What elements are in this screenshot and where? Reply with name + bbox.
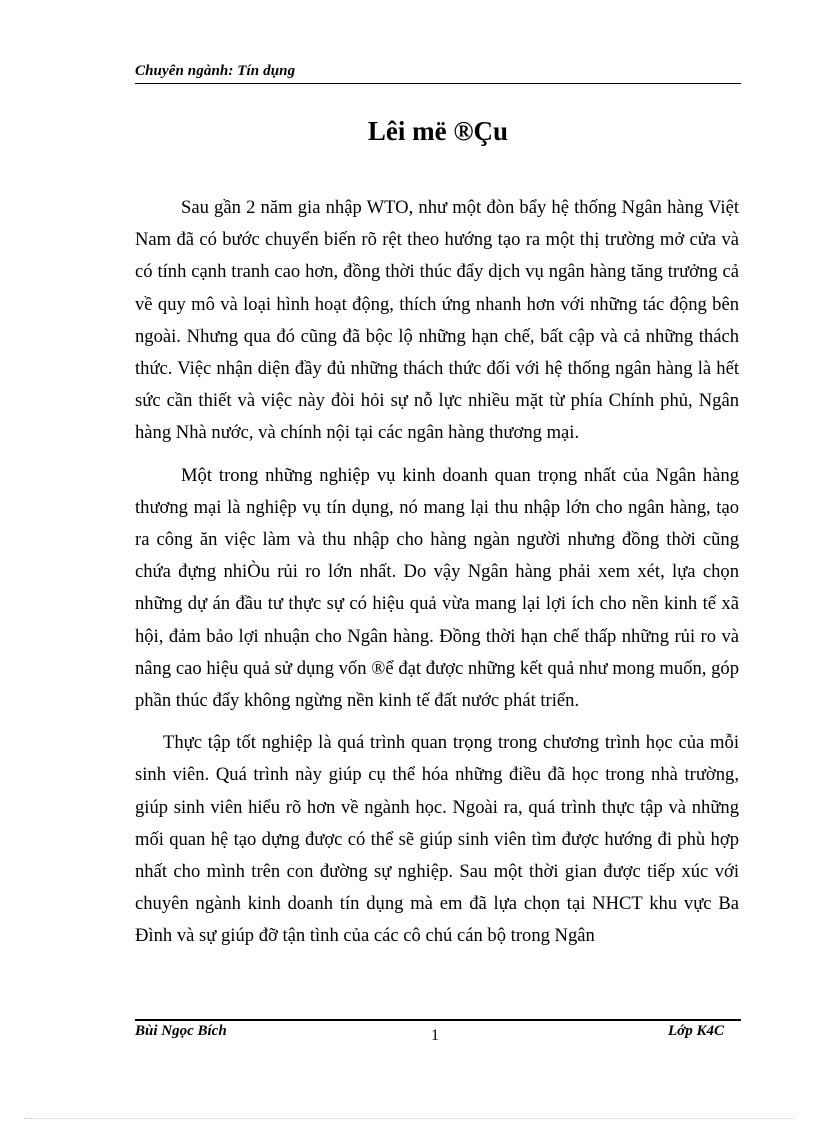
paragraph-2: Một trong những nghiệp vụ kinh doanh quan trọng nhất của Ngân hàng thương mại là nghiệp vụ tín dụng, nó mang lại thu nhập lớn cho ngân hàng, tạo ra công ăn việc làm và thu nhập cho hàng ngàn người nhưng đồng thời cũng chứa đựng nhiÒu rủi ro lớn nhất. Do vậy Ngân hàng phải xem xét, lựa chọn những dự án đầu tư thực sự có hiệu quả vừa mang lại lợi ích cho nền kinh tế xã hội, đảm bảo lợi nhuận cho Ngân hàng. Đồng thời hạn chế thấp những rủi ro và nâng cao hiệu quả sử dụng vốn ®ể đạt được những kết quả như mong muốn, góp phần thúc đẩy không ngừng nền kinh tế đất nước phát triển. [135,464,739,712]
running-header: Chuyên ngành: Tín dụng [135,63,296,79]
paragraph-1: Sau gần 2 năm gia nhập WTO, như một đòn bẩy hệ thống Ngân hàng Việt Nam đã có bước chuyển biến rõ rệt theo hướng tạo ra một thị trường mở cửa và có tính cạnh tranh cao hơn, đồng thời thúc đẩy dịch vụ ngân hàng tăng trưởng cả về quy mô và loại hình hoạt động, thích ứng nhanh hơn với những tác động bên ngoài. Nhưng qua đó cũng đã bộc lộ những hạn chế, bất cập và cả những thách thức. Việc nhận diện đầy đủ những thách thức đối với hệ thống ngân hàng là hết sức cần thiết và việc này đòi hỏi sự nỗ lực nhiều mặt từ phía Chính phủ, Ngân hàng Nhà nước, và chính nội tại các ngân hàng thương mại. [135,197,739,444]
document-body [135,192,739,953]
page-bottom-edge [24,1118,794,1119]
footer-author: Bùi Ngọc Bích [135,1023,227,1039]
header-divider [135,83,741,84]
paragraph-3: Thực tập tốt nghiệp là quá trình quan trọng trong chương trình học của mỗi sinh viên. Quá trình này giúp cụ thể hóa những điều đã học trong nhà trường, giúp sinh viên hiểu rõ hơn về ngành học. Ngoài ra, quá trình thực tập và những mối quan hệ tạo dựng được có thể sẽ giúp sinh viên tìm được hướng đi phù hợp nhất cho mình trên con đường sự nghiệp. Sau một thời gian được tiếp xúc với chuyên ngành kinh doanh tín dụng mà em đã lựa chọn tại NHCT khu vực Ba Đình và sự giúp đỡ tận tình của các cô chú cán bộ trong Ngân [135,732,739,947]
page-number: 1 [431,1027,439,1044]
page-title: Lêi më ®Çu [367,116,509,146]
footer-divider [135,1019,741,1021]
footer-class: Lớp K4C [668,1023,724,1039]
